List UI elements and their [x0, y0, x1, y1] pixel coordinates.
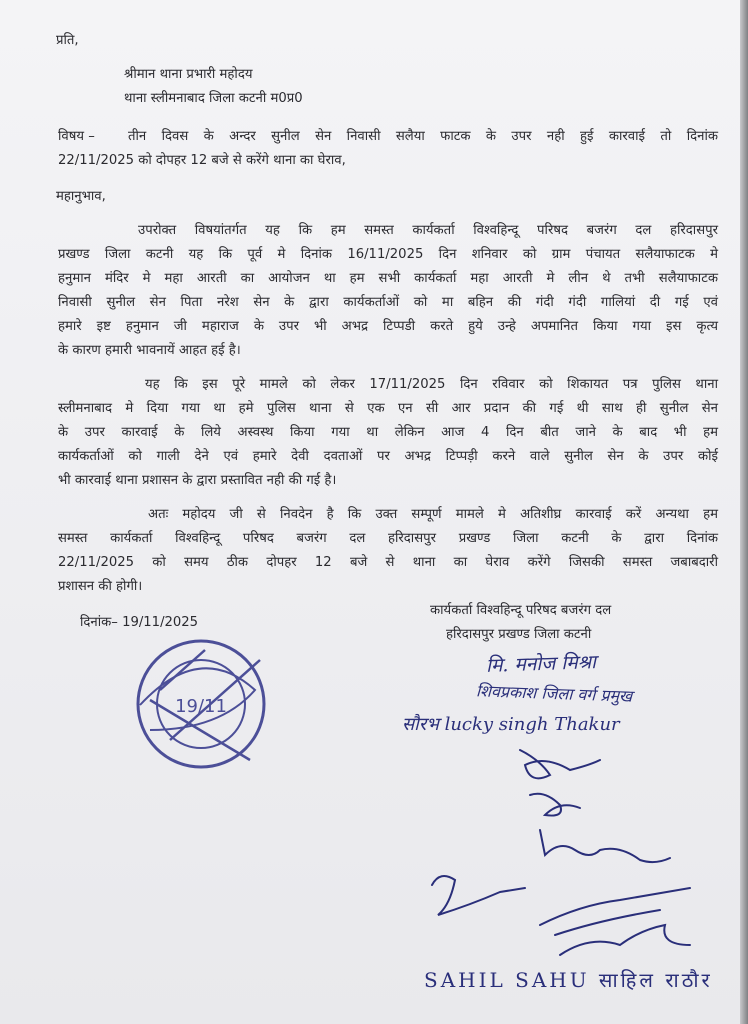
date-line: दिनांक– 19/11/2025 [80, 615, 199, 630]
prati-line: प्रति, [56, 33, 79, 48]
para2-line: स्लीमनाबाद मे दिया गया था हमे पुलिस थाना से एक एन सी आर प्रदान की गई थी साथ ही सुनील सेन [58, 401, 718, 416]
addressee-line-1: श्रीमान थाना प्रभारी महोदय [124, 67, 253, 82]
addressee-line-2: थाना स्लीमनाबाद जिला कटनी म0प्र0 [124, 91, 303, 106]
para3-line: समस्त कार्यकर्ता विश्वहिन्दू परिषद बजरंग दल हरिदासपुर प्रखण्ड जिला कटनी के द्वारा दिनांक [58, 531, 718, 546]
para3-line: प्रशासन की होगी। [58, 579, 143, 594]
official-stamp [138, 641, 264, 767]
sender-line-2: हरिदासपुर प्रखण्ड जिला कटनी [446, 627, 592, 642]
para2-line: कार्यकर्ताओं को गाली देने एवं हमारे देवी दवताओं पर अभद्र टिप्पड़ी करने वाले सुनील सेन के उपर कोई [58, 449, 718, 464]
scribble-signature-6 [540, 830, 670, 862]
scribble-signature-7 [432, 876, 525, 915]
paper-edge-shadow [740, 0, 748, 1024]
para1-line: निवासी सुनील सेन पिता नरेश सेन के द्वारा कार्यकर्ताओं को मा बहिन की गंदी गंदी गालियां दी गई एवं [58, 295, 718, 310]
subject-label: विषय – [58, 129, 95, 144]
para2-line: भी कारवाई थाना प्रशासन के द्वारा प्रस्तावित नही की गई है। [58, 473, 337, 488]
para1-line: प्रखण्ड जिला कटनी यह कि पूर्व मे दिनांक 16/11/2025 दिन शनिवार को ग्राम पंचायत सलैयाफाटक मे [58, 247, 718, 262]
para2-line: यह कि इस पूरे मामले को लेकर 17/11/2025 दिन रविवार को शिकायत पत्र पुलिस थाना [145, 377, 718, 392]
scribble-signature-8 [540, 888, 690, 935]
para2-line: के उपर कारवाई के लिये अस्वस्थ किया गया था लेकिन आज 4 दिन बीत जाने के बाद भी हम [58, 425, 718, 440]
scribble-signature-5 [530, 794, 580, 816]
stamp-center-date: 19/11 [175, 696, 227, 717]
para1-line: हनुमान मंदिर मे महा आरती का आयोजन था हम सभी कार्यकर्ता महा आरती मे लीन थे तभी सलैयाफाटक [58, 271, 718, 286]
para3-line: 22/11/2025 को समय ठीक दोपहर 12 बजे से थाना का घेराव करेंगे जिसकी समस्त जबाबदारी [58, 555, 718, 570]
para1-line: के कारण हमारी भावनायें आहत हई है। [58, 343, 241, 358]
subject-line-2: 22/11/2025 को दोपहर 12 बजे से करेंगे थाना का घेराव, [58, 153, 346, 168]
signature-2: शिवप्रकाश जिला वर्ग प्रमुख [475, 681, 633, 706]
signature-name-bottom: SAHIL SAHU साहिल राठौर [424, 968, 713, 992]
para3-line: अतः महोदय जी से निवदेन है कि उक्त सम्पूर्ण मामले मे अतिशीघ्र कारवाई करें अन्यथा हम [148, 507, 718, 522]
signature-1: मि. मनोज मिश्रा [485, 651, 597, 677]
sender-line-1: कार्यकर्ता विश्वहिन्दू परिषद बजरंग दल [430, 603, 612, 618]
para1-line: हमारे इष्ट हनुमान जी महाराज के उपर भी अभद्र टिप्पडी करते हुये उन्हे अपमानित किया गया इस कृत्य [58, 319, 718, 334]
salutation: महानुभाव, [56, 189, 106, 204]
subject-line-1: तीन दिवस के अन्दर सुनील सेन निवासी सलैया फाटक के उपर नही हुई कारवाई तो दिनांक [128, 129, 718, 144]
signature-3: सौरभ lucky singh Thakur [402, 714, 620, 735]
scribble-signature-9 [560, 925, 690, 955]
para1-line: उपरोक्त विषयांतर्गत यह कि हम समस्त कार्यकर्ता विश्वहिन्दू परिषद बजरंग दल हरिदासपुर [138, 223, 718, 238]
scribble-signature-4 [520, 750, 600, 778]
